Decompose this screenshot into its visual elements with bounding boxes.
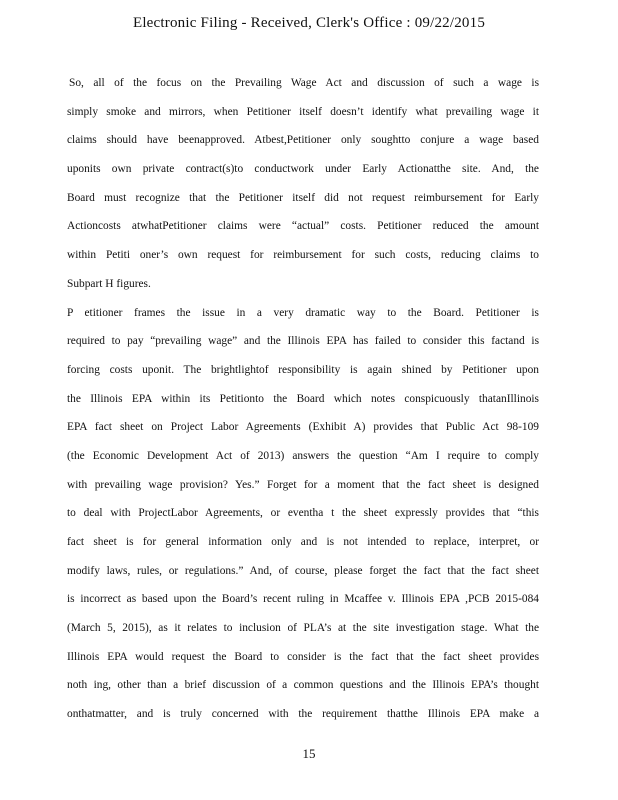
text-line: to deal with ProjectLabor Agreements, or eventha t the sheet expressly provides that “this xyxy=(67,507,539,520)
text-line: EPA fact sheet on Project Labor Agreements (Exhibit A) provides that Public Act 98-109 xyxy=(67,421,539,434)
text-line: onthatmatter, and is truly concerned with the requirement thatthe Illinois EPA make a xyxy=(67,708,539,721)
text-line: P etitioner frames the issue in a very dramatic way to the Board. Petitioner is xyxy=(67,306,539,319)
text-line: So, all of the focus on the Prevailing Wage Act and discussion of such a wage is xyxy=(69,77,539,89)
text-line: claims should have beenapproved. Atbest,Petitioner only soughtto conjure a wage based xyxy=(67,134,539,147)
page-body xyxy=(67,69,539,729)
text-line: within Petiti oner’s own request for reimbursement for such costs, reducing claims to xyxy=(67,249,539,262)
text-line: with prevailing wage provision? Yes.” Forget for a moment that the fact sheet is designed xyxy=(67,478,539,491)
text-line: Actioncosts atwhatPetitioner claims were “actual” costs. Petitioner reduced the amount xyxy=(67,220,539,233)
text-line: Illinois EPA would request the Board to consider is the fact that the fact sheet provides xyxy=(67,650,539,663)
text-line: uponits own private contract(s)to conductwork under Early Actionatthe site. And, the xyxy=(67,163,539,176)
text-line: Board must recognize that the Petitioner itself did not request reimbursement for Early xyxy=(67,191,539,204)
text-line: simply smoke and mirrors, when Petitioner itself doesn’t identify what prevailing wage it xyxy=(67,105,539,118)
text-line: forcing costs uponit. The brightlightof responsibility is again shined by Petitioner upon xyxy=(67,363,539,376)
text-line: fact sheet is for general information only and is not intended to replace, interpret, or xyxy=(67,536,539,548)
text-line: (the Economic Development Act of 2013) answers the question “Am I require to comply xyxy=(67,449,539,462)
text-line: the Illinois EPA within its Petitionto the Board which notes conspicuously thatanIllinois xyxy=(67,392,539,405)
filing-header: Electronic Filing - Received, Clerk's Office : 09/22/2015 xyxy=(132,15,486,31)
text-line: required to pay “prevailing wage” and the Illinois EPA has failed to consider this factand is xyxy=(67,335,539,348)
text-line: Subpart H figures. xyxy=(67,277,151,290)
page-number: 15 xyxy=(302,746,316,761)
text-line: modify laws, rules, or regulations.” And, of course, please forget the fact that the fact sheet xyxy=(67,564,539,577)
text-line: (March 5, 2015), as it relates to inclusion of PLA’s at the site investigation stage. What the xyxy=(67,622,539,635)
text-line: is incorrect as based upon the Board’s recent ruling in Mcaffee v. Illinois EPA ,PCB 2015-084 xyxy=(67,593,539,606)
text-line: noth ing, other than a brief discussion of a common questions and the Illinois EPA’s thought xyxy=(67,679,539,692)
